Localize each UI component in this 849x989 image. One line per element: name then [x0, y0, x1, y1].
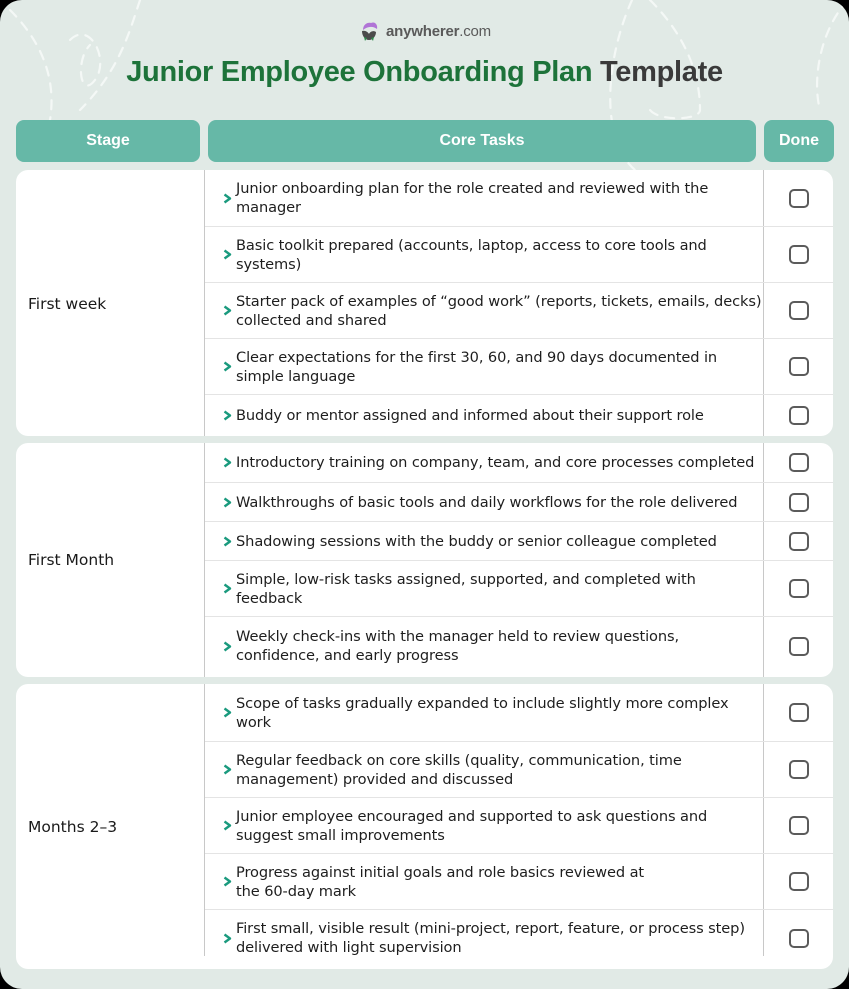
task-row	[205, 522, 833, 561]
stage-label: Months 2–3	[28, 818, 118, 836]
task-row	[205, 339, 833, 395]
task-text: Starter pack of examples of “good work” (reports, tickets, emails, decks) collected and shared	[236, 292, 762, 329]
done-checkbox[interactable]	[789, 453, 809, 472]
chevron-right-icon	[220, 707, 234, 718]
task-list	[205, 684, 833, 966]
chevron-right-icon	[220, 457, 234, 468]
task-row	[205, 170, 833, 227]
chevron-right-icon	[220, 536, 234, 547]
task-text: Weekly check-ins with the manager held to review questions, confidence, and early progress	[236, 628, 680, 664]
task-text: Junior onboarding plan for the role created and reviewed with the manager	[236, 180, 709, 216]
task-row	[205, 798, 833, 854]
task-row	[205, 854, 833, 910]
task-row	[205, 443, 833, 483]
brand	[0, 20, 849, 42]
done-checkbox[interactable]	[789, 579, 809, 598]
task-row	[205, 395, 833, 435]
stage-label: First week	[28, 295, 107, 313]
task-text: Clear expectations for the first 30, 60, and 90 days documented in simple language	[236, 348, 718, 385]
task-row	[205, 283, 833, 339]
done-checkbox[interactable]	[789, 245, 809, 264]
done-checkbox[interactable]	[789, 532, 809, 551]
chevron-right-icon	[220, 876, 234, 887]
task-row	[205, 561, 833, 617]
task-text: Simple, low-risk tasks assigned, supported, and completed with feedback	[236, 570, 696, 607]
column-header-stage: Stage	[16, 120, 200, 162]
task-text: Regular feedback on core skills (quality, communication, time management) provided and discussed	[236, 751, 682, 788]
column-header-done: Done	[764, 120, 834, 162]
task-text: Buddy or mentor assigned and informed about their support role	[236, 406, 704, 424]
done-checkbox[interactable]	[789, 760, 809, 779]
done-checkbox[interactable]	[789, 357, 809, 376]
chevron-right-icon	[220, 193, 234, 204]
chevron-right-icon	[220, 249, 234, 260]
done-checkbox[interactable]	[789, 637, 809, 656]
done-checkbox[interactable]	[789, 703, 809, 722]
title-highlight: Junior Employee Onboarding Plan	[126, 56, 593, 88]
done-checkbox[interactable]	[789, 406, 809, 425]
task-text: Progress against initial goals and role basics reviewed at the 60-day mark	[236, 863, 645, 900]
done-checkbox[interactable]	[789, 189, 809, 208]
chevron-right-icon	[220, 641, 234, 652]
section-first-week	[16, 170, 833, 436]
task-text: Introductory training on company, team, and core processes completed	[236, 454, 755, 471]
done-checkbox[interactable]	[789, 816, 809, 835]
section-first-month	[16, 443, 833, 677]
brand-name: anywherer.com	[386, 22, 491, 40]
chevron-right-icon	[220, 361, 234, 372]
column-header-core-tasks: Core Tasks	[208, 120, 756, 162]
task-row	[205, 742, 833, 798]
task-text: Basic toolkit prepared (accounts, laptop, access to core tools and systems)	[236, 236, 707, 273]
chevron-right-icon	[220, 820, 234, 831]
stage-label: First Month	[28, 551, 115, 569]
task-text: Junior employee encouraged and supported to ask questions and suggest small improvements	[236, 807, 708, 844]
done-checkbox[interactable]	[789, 929, 809, 948]
task-row	[205, 684, 833, 742]
done-checkbox[interactable]	[789, 872, 809, 891]
section-months-2-3	[16, 684, 833, 969]
chevron-right-icon	[220, 497, 234, 508]
task-list	[205, 443, 833, 675]
task-row	[205, 227, 833, 283]
chevron-right-icon	[220, 933, 234, 944]
task-list	[205, 170, 833, 435]
done-checkbox[interactable]	[789, 301, 809, 320]
title-rest: Template	[600, 56, 723, 88]
task-row	[205, 910, 833, 966]
task-text: Walkthroughs of basic tools and daily workflows for the role delivered	[236, 493, 738, 511]
anywherer-logo-icon	[358, 20, 380, 42]
page-title	[0, 56, 849, 89]
task-text: First small, visible result (mini-project, report, feature, or process step) delivered with light supervision	[236, 920, 745, 956]
chevron-right-icon	[220, 583, 234, 594]
task-text: Shadowing sessions with the buddy or senior colleague completed	[236, 532, 717, 550]
done-checkbox[interactable]	[789, 493, 809, 512]
task-row	[205, 483, 833, 522]
chevron-right-icon	[220, 764, 234, 775]
chevron-right-icon	[220, 410, 234, 421]
task-text: Scope of tasks gradually expanded to include slightly more complex work	[236, 694, 729, 731]
task-row	[205, 617, 833, 675]
chevron-right-icon	[220, 305, 234, 316]
